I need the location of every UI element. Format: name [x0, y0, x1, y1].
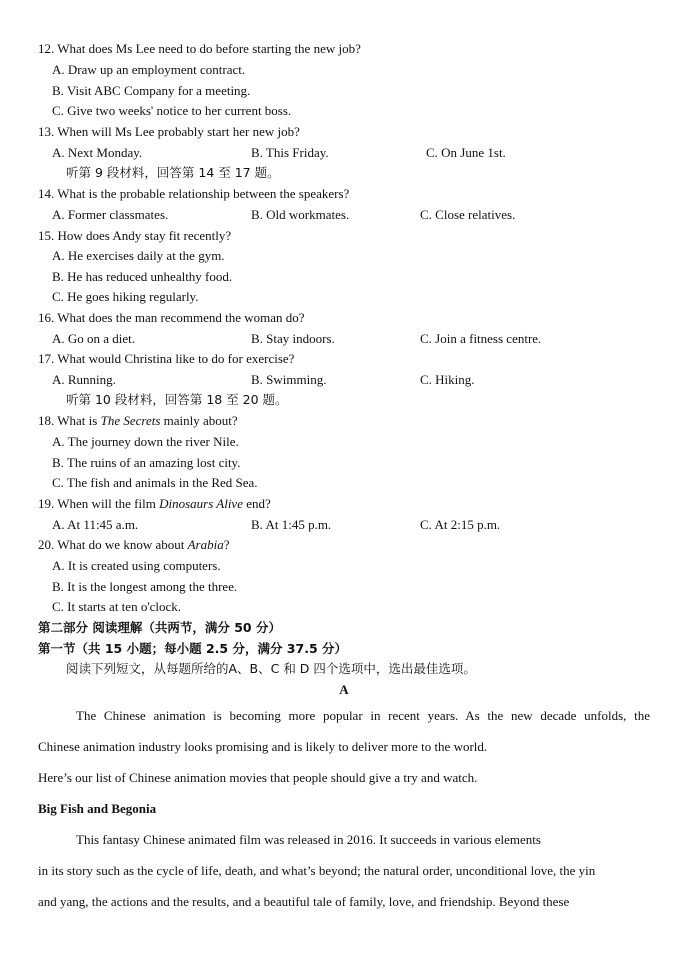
q14-option-b: B. Old workmates. [251, 207, 350, 222]
question-13: 13. When will Ms Lee probably start her new job? [38, 124, 300, 139]
q20-option-a: A. It is created using computers. [52, 558, 221, 573]
q18-option-a: A. The journey down the river Nile. [52, 434, 239, 449]
q18-option-c: C. The fish and animals in the Red Sea. [52, 475, 258, 490]
section-one-title: 第一节（共 15 小题；每小题 2.5 分，满分 37.5 分） [38, 641, 347, 656]
listening-intro-9: 听第 9 段材料，回答第 14 至 17 题。 [66, 165, 280, 180]
q14-option-a: A. Former classmates. [52, 207, 169, 222]
q19-option-a: A. At 11:45 a.m. [52, 517, 139, 532]
question-16: 16. What does the man recommend the woman do? [38, 310, 305, 325]
paragraph-3-line-2: in its story such as the cycle of life, death, and what’s beyond; the natural order, unconditional love, the yin [38, 863, 596, 878]
q16-option-b: B. Stay indoors. [251, 331, 335, 346]
q17-option-c: C. Hiking. [420, 372, 475, 387]
q20-option-c: C. It starts at ten o'clock. [52, 599, 182, 614]
q16-option-a: A. Go on a diet. [52, 331, 136, 346]
reading-instruction: 阅读下列短文，从每题所给的A、B、C 和 D 四个选项中，选出最佳选项。 [66, 661, 476, 676]
question-12: 12. What does Ms Lee need to do before starting the new job? [38, 41, 361, 56]
question-18: 18. What is The Secrets mainly about? [38, 413, 238, 428]
passage-label: A [339, 682, 349, 697]
q19-option-c: C. At 2:15 p.m. [420, 517, 501, 532]
q12-option-c: C. Give two weeks' notice to her current boss. [52, 103, 292, 118]
q15-option-a: A. He exercises daily at the gym. [52, 248, 225, 263]
q15-option-c: C. He goes hiking regularly. [52, 289, 199, 304]
q16-option-c: C. Join a fitness centre. [420, 331, 542, 346]
q17-option-a: A. Running. [52, 372, 116, 387]
q17-option-b: B. Swimming. [251, 372, 327, 387]
question-14: 14. What is the probable relationship between the speakers? [38, 186, 350, 201]
paragraph-1-line-2: Chinese animation industry looks promising and is likely to deliver more to the world. [38, 739, 488, 754]
q14-option-c: C. Close relatives. [420, 207, 516, 222]
question-15: 15. How does Andy stay fit recently? [38, 228, 232, 243]
q15-option-b: B. He has reduced unhealthy food. [52, 269, 233, 284]
q20-option-b: B. It is the longest among the three. [52, 579, 238, 594]
q18-option-b: B. The ruins of an amazing lost city. [52, 455, 241, 470]
question-17: 17. What would Christina like to do for exercise? [38, 351, 295, 366]
q12-option-a: A. Draw up an employment contract. [52, 62, 246, 77]
q19-option-b: B. At 1:45 p.m. [251, 517, 332, 532]
paragraph-3-line-1: This fantasy Chinese animated film was released in 2016. It succeeds in various elements [76, 832, 541, 847]
movie-heading: Big Fish and Begonia [38, 801, 157, 816]
q13-option-b: B. This Friday. [251, 145, 329, 160]
paragraph-3-line-3: and yang, the actions and the results, and a beautiful tale of family, love, and friendship. Beyond these [38, 894, 570, 909]
listening-intro-10: 听第 10 段材料，回答第 18 至 20 题。 [66, 392, 288, 407]
q13-option-c: C. On June 1st. [426, 145, 506, 160]
part-two-title: 第二部分 阅读理解（共两节，满分 50 分） [38, 620, 281, 635]
question-19: 19. When will the film Dinosaurs Alive end? [38, 496, 271, 511]
q12-option-b: B. Visit ABC Company for a meeting. [52, 83, 251, 98]
paragraph-1-line-1: The Chinese animation is becoming more popular in recent years. As the new decade unfolds, the [76, 708, 650, 723]
paragraph-2: Here’s our list of Chinese animation movies that people should give a try and watch. [38, 770, 478, 785]
question-20: 20. What do we know about Arabia? [38, 537, 230, 552]
q13-option-a: A. Next Monday. [52, 145, 143, 160]
